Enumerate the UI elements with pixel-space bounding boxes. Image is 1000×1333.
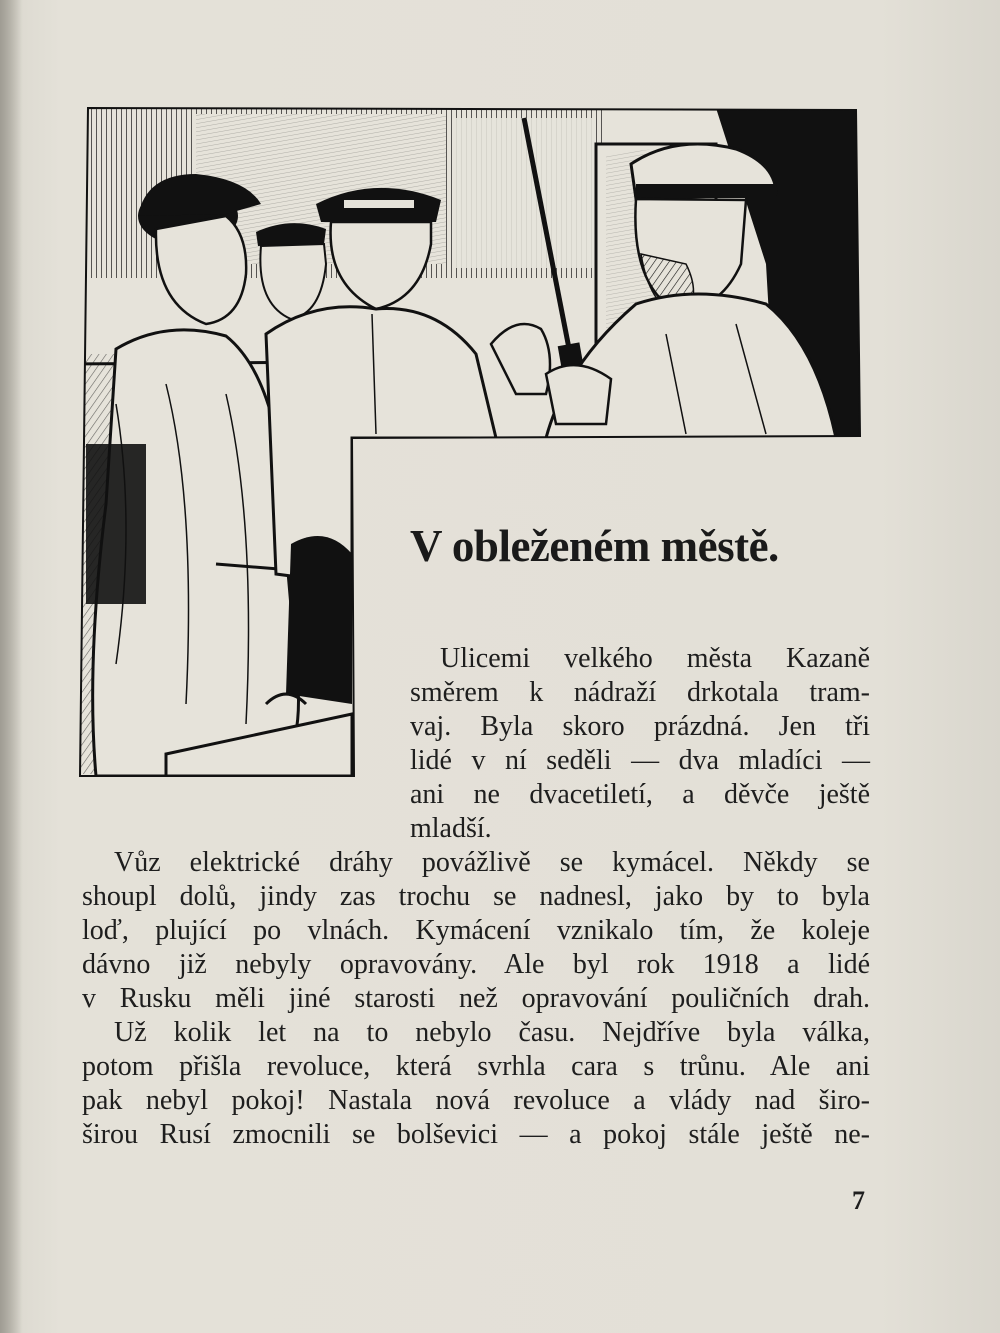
paragraph-line: ani ne dvacetiletí, a děvče ještě bbox=[410, 779, 870, 810]
paragraph-line: potom přišla revoluce, která svrhla cara s trůnu. Ale ani bbox=[82, 1051, 870, 1082]
paragraph-line: Vůz elektrické dráhy povážlivě se kymácel. Někdy se bbox=[114, 847, 870, 878]
paragraph-line: dávno již nebyly opravovány. Ale byl rok 1918 a lidé bbox=[82, 949, 870, 980]
paragraph-line: směrem k nádraží drkotala tram- bbox=[410, 677, 870, 708]
paragraph-line: Už kolik let na to nebylo času. Nejdříve byla válka, bbox=[114, 1017, 870, 1048]
paragraph-line: širou Rusí zmocnili se bolševici — a pokoj stále ještě ne- bbox=[82, 1119, 870, 1150]
chapter-title: V obleženém městě. bbox=[410, 521, 779, 571]
paragraph-line: v Rusku měli jiné starosti než opravování pouličních drah. bbox=[82, 983, 870, 1014]
paragraph-line: pak nebyl pokoj! Nastala nová revoluce a vlády nad širo- bbox=[82, 1085, 870, 1116]
paragraph-line: loď, plující po vlnách. Kymácení vznikalo tím, že koleje bbox=[82, 915, 870, 946]
paragraph-line: shoupl dolů, jindy zas trochu se nadnesl, jako by to byla bbox=[82, 881, 870, 912]
page-gutter-shadow bbox=[0, 0, 22, 1333]
paragraph-line: lidé v ní seděli — dva mladíci — bbox=[410, 745, 870, 776]
paragraph-line: vaj. Byla skoro prázdná. Jen tři bbox=[410, 711, 870, 742]
paragraph-line: Ulicemi velkého města Kazaně bbox=[440, 643, 870, 674]
paragraph-line: mladší. bbox=[410, 813, 492, 844]
page-number: 7 bbox=[852, 1186, 865, 1215]
